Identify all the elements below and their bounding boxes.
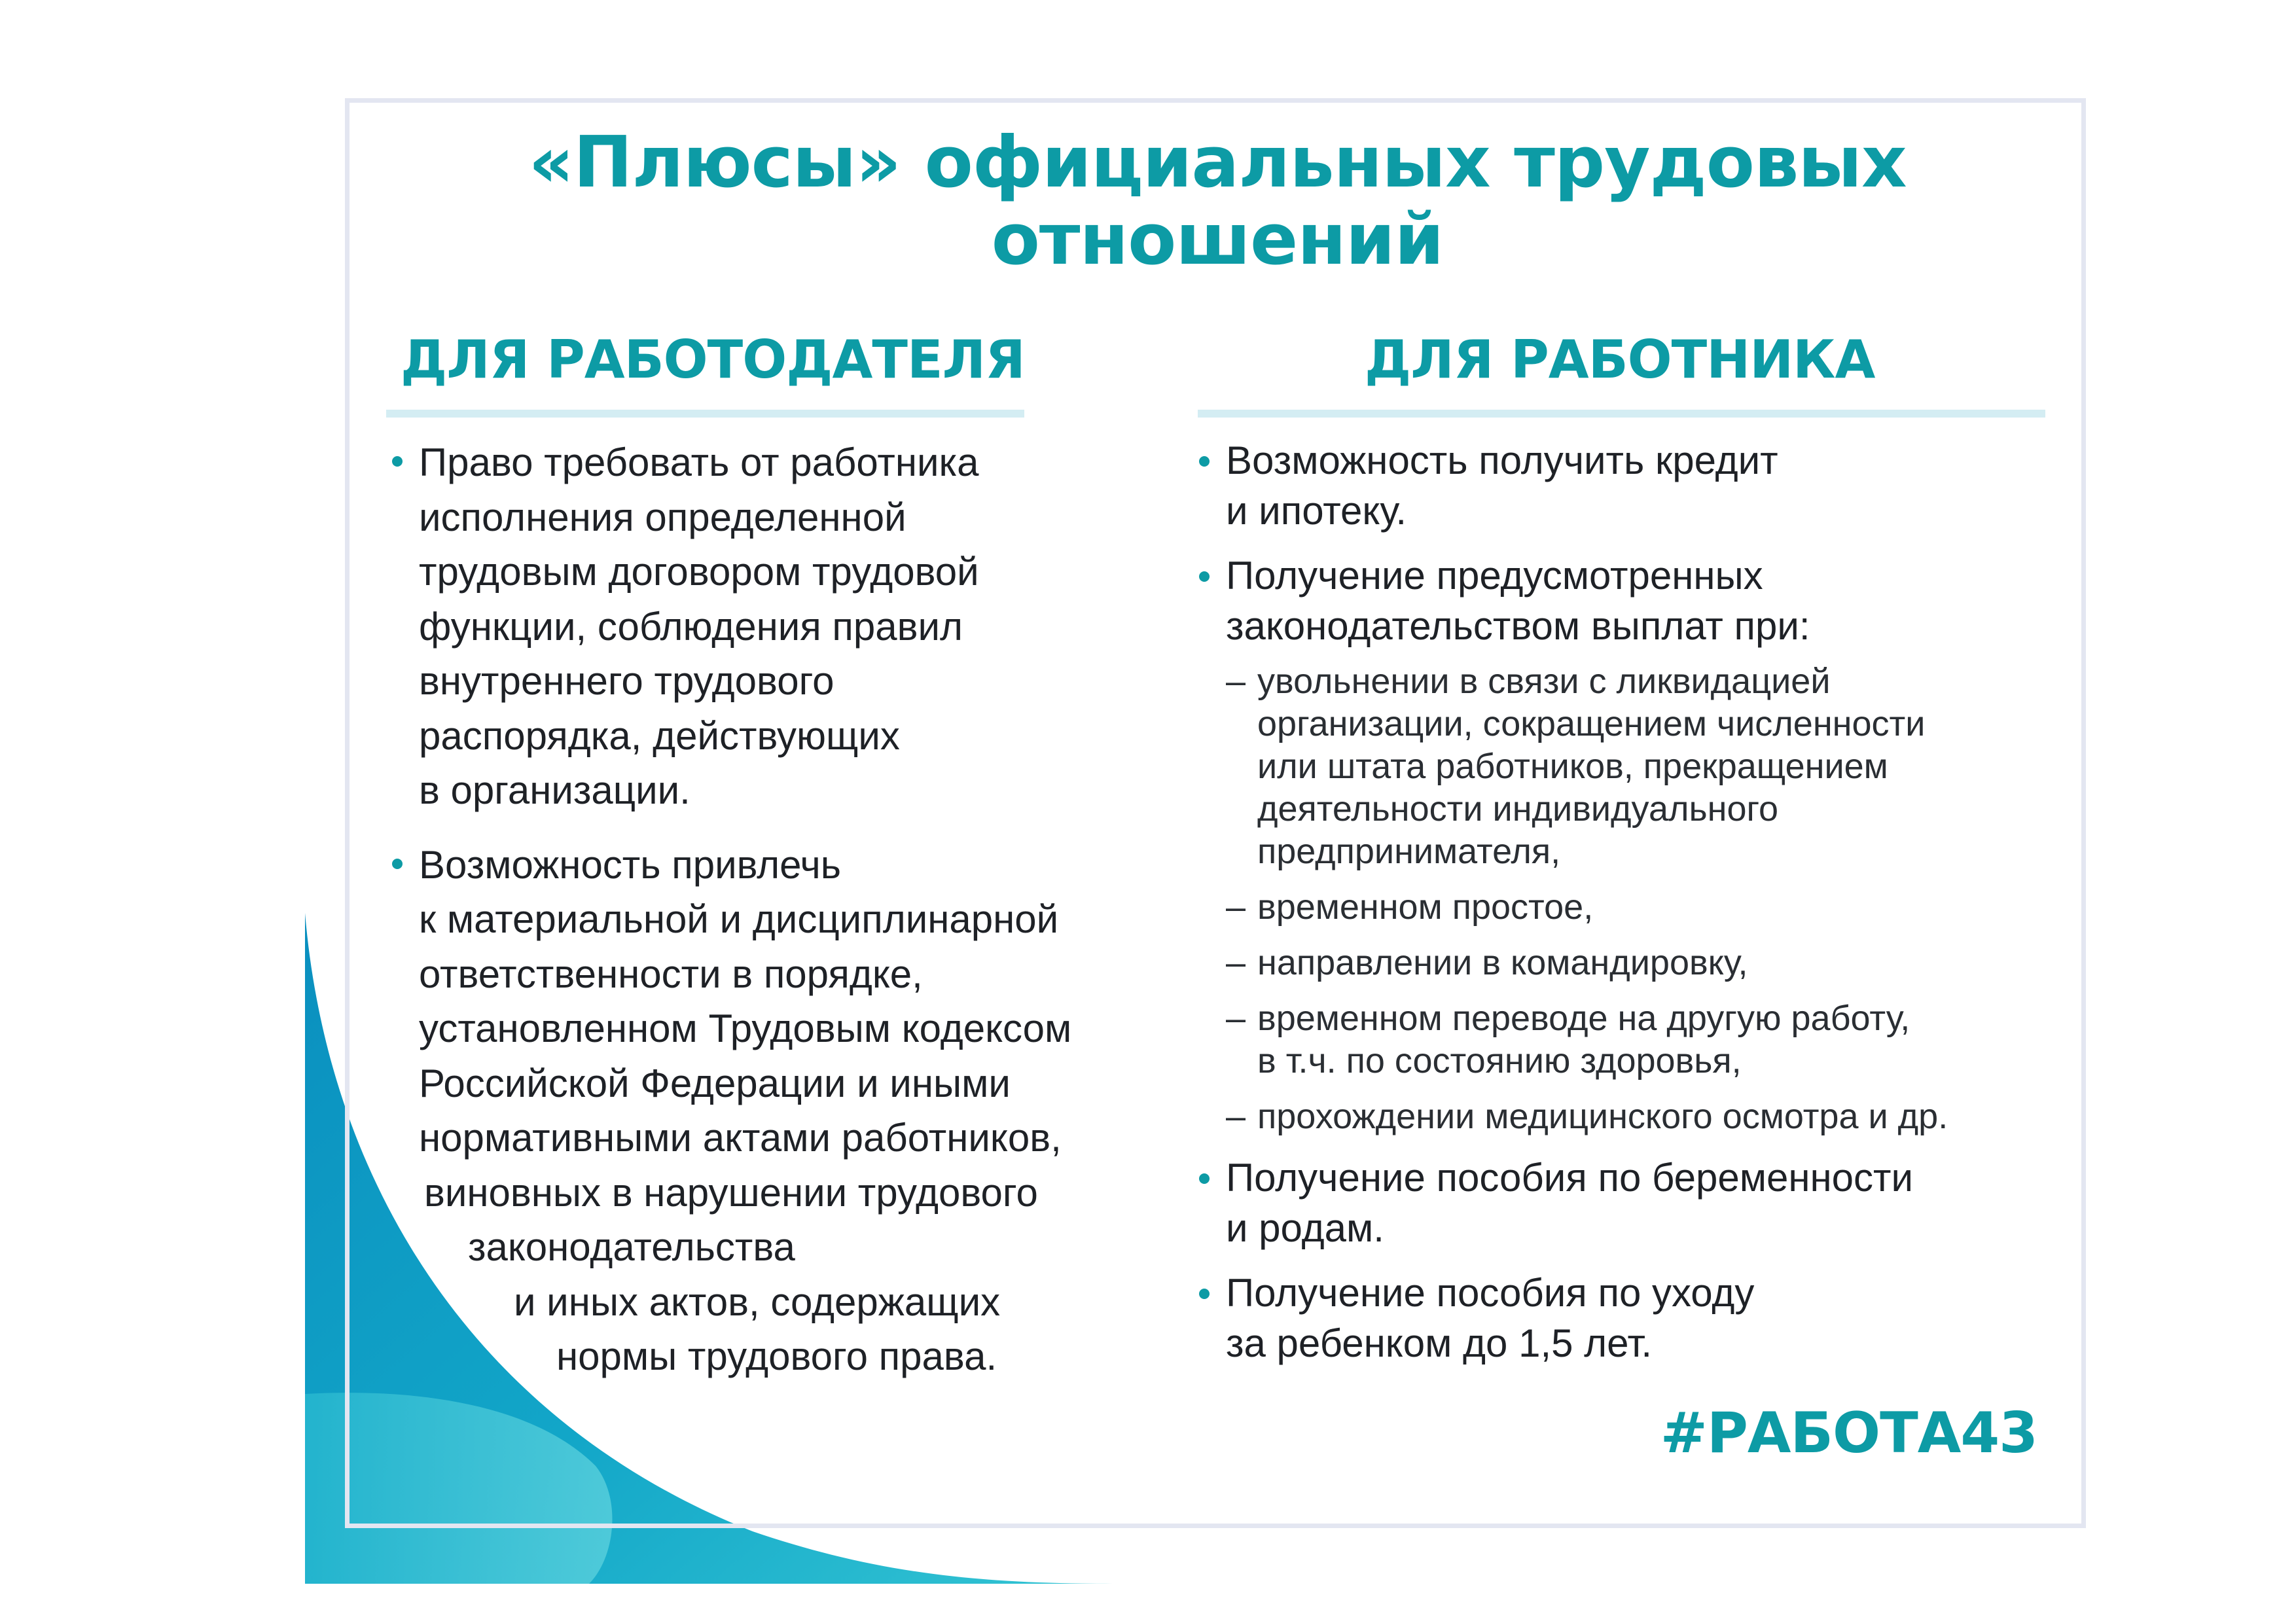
hashtag-label: #РАБОТА43 <box>1660 1400 2037 1466</box>
list-item: Право требовать от работника исполнения определенной трудовым договором трудовой функции, соблюдения правил внутреннего трудового распорядка, действующих в организации. <box>389 435 1181 818</box>
employer-benefits-list <box>389 435 1181 1384</box>
list-item: Получение пособия по уходу за ребенком до 1,5 лет. <box>1196 1268 2060 1368</box>
bullet-icon <box>1199 456 1210 467</box>
employer-heading: ДЛЯ РАБОТОДАТЕЛЯ <box>401 329 1025 390</box>
bullet-icon <box>392 859 403 869</box>
sub-list-item: – временном простое, <box>1226 887 1594 927</box>
sub-list-item: – увольнении в связи с ликвидацией организации, сокращением численности или штата работников, прекращением деятельности индивидуального предпринимателя, <box>1226 662 1926 871</box>
sub-list-item: – временном переводе на другую работу, в т.ч. по состоянию здоровья, <box>1226 999 1910 1080</box>
bullet-icon <box>392 456 403 467</box>
sub-list-item: – прохождении медицинского осмотра и др. <box>1226 1097 1948 1136</box>
bullet-icon <box>1199 1289 1210 1299</box>
employee-benefits-list <box>1196 435 2060 1368</box>
list-item: Возможность получить кредит и ипотеку. <box>1196 435 2060 536</box>
bullet-icon <box>1199 1173 1210 1184</box>
list-item: Получение пособия по беременности и родам. <box>1196 1152 2060 1253</box>
payment-conditions-list <box>1226 660 2060 1138</box>
list-item: Возможность привлечь к материальной и дисциплинарной ответственности в порядке, установленном Трудовым кодексом Российской Федерации и иными нормативными актами работников, виновных в нарушении трудового законодательства и иных актов, содержащих нормы трудового права. <box>389 838 1181 1384</box>
employee-heading: ДЛЯ РАБОТНИКА <box>1365 329 1875 390</box>
bullet-icon <box>1199 571 1210 582</box>
sub-list-item: – направлении в командировку, <box>1226 943 1748 982</box>
employer-heading-underline <box>386 410 1024 418</box>
employee-heading-underline <box>1198 410 2045 418</box>
list-item: Получение предусмотренных законодательством выплат при: – увольнении в связи с ликвидацией организации, сокращением численности или штата работников, прекращением деятельности индивидуального предпринимателя, – временном простое, – направлении в командировку, – временном переводе на другую работу, в т.ч. по состоянию здоровья, – прохождении медицинского осмотра и др. <box>1196 550 2060 1138</box>
page-title: «Плюсы» официальных трудовых отношений <box>528 122 1907 281</box>
